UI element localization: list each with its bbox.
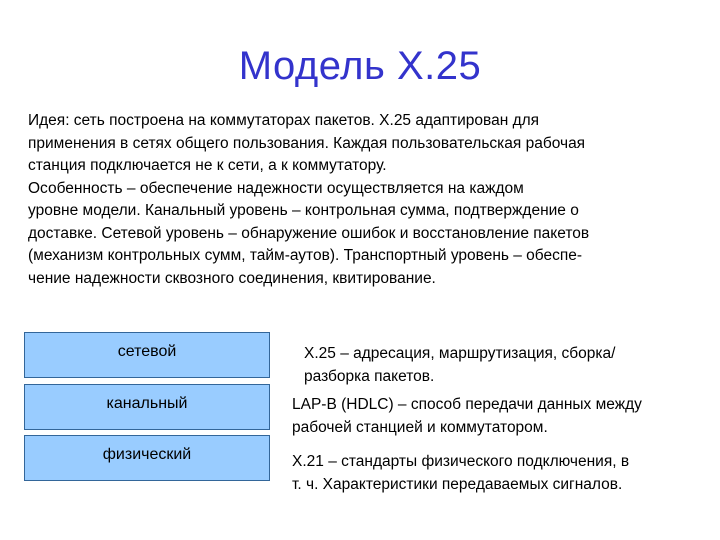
layer-label-network: сетевой <box>117 343 177 360</box>
body-line: доставке. Сетевой уровень – обнаружение ошибок и восстановление пакетов <box>28 224 590 242</box>
layer-desc-line: разборка пакетов. <box>304 367 435 385</box>
layer-desc-datalink <box>292 394 642 439</box>
layer-desc-line: X.25 – адресация, маршрутизация, сборка/ <box>304 345 616 362</box>
body-line: уровне модели. Канальный уровень – контрольная сумма, подтверждение о <box>28 202 579 219</box>
body-line: (механизм контрольных сумм, тайм-аутов). Транспортный уровень – обеспе- <box>28 247 583 264</box>
body-line: станция подключается не к сети, а к коммутатору. <box>28 157 387 174</box>
layer-desc-line: X.21 – стандарты физического подключения, в <box>292 453 630 470</box>
layer-desc-line: LAP-B (HDLC) – способ передачи данных между <box>292 396 642 413</box>
layer-box-physical <box>24 435 270 481</box>
layer-desc-physical <box>292 451 629 496</box>
body-line: чение надежности сквозного соединения, квитирование. <box>28 269 436 287</box>
layer-box-datalink <box>24 384 270 430</box>
layer-label-datalink: канальный <box>106 395 188 412</box>
layer-desc-line: т. ч. Характеристики передаваемых сигналов. <box>292 475 623 493</box>
body-line: применения в сетях общего пользования. Каждая пользовательская рабочая <box>28 134 586 152</box>
slide-title: Модель X.25 <box>238 44 482 88</box>
layer-box-network <box>24 332 270 378</box>
layer-label-physical: физический <box>102 446 192 463</box>
body-text <box>28 110 708 290</box>
layer-desc-line: рабочей станцией и коммутатором. <box>292 418 548 436</box>
body-line: Особенность – обеспечение надежности осуществляется на каждом <box>28 179 524 197</box>
layer-desc-network <box>304 343 615 388</box>
body-line: Идея: сеть построена на коммутаторах пакетов. X.25 адаптирован для <box>28 112 540 129</box>
